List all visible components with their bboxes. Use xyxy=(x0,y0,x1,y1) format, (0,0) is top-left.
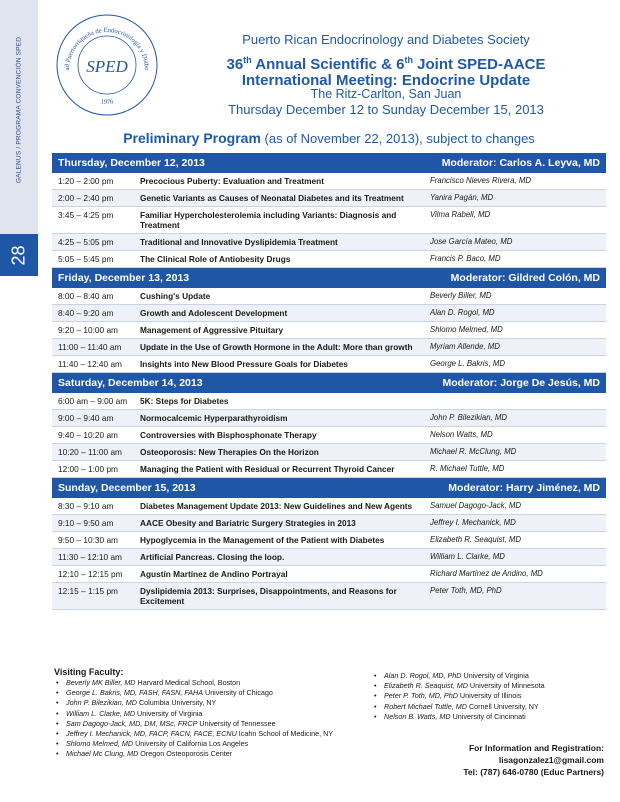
session-speaker: Myriam Allende, MD xyxy=(430,342,500,351)
session-title: AACE Obesity and Bariatric Surgery Strategies in 2013 xyxy=(140,518,356,528)
session-time: 3:45 – 4:25 pm xyxy=(58,210,114,220)
session-speaker: Shlomo Melmed, MD xyxy=(430,325,503,334)
faculty-item xyxy=(54,709,374,719)
session-time: 11:30 – 12:10 am xyxy=(58,552,122,562)
faculty-institution: University of California Los Angeles xyxy=(133,739,249,749)
faculty-institution: University of Virginia xyxy=(135,708,203,718)
event-title: 36th Annual Scientific & 6th Joint SPED-AACE International Meeting: Endocrine Update xyxy=(226,55,546,89)
session-speaker: Francisco Nieves Rivera, MD xyxy=(430,176,531,185)
session-row xyxy=(52,498,606,515)
session-row xyxy=(52,288,606,305)
session-title: Controversies with Bisphosphonate Therapy xyxy=(140,430,317,440)
session-time: 11:40 – 12:40 am xyxy=(58,359,122,369)
session-row xyxy=(52,515,606,532)
org-name: Puerto Rican Endocrinology and Diabetes Society xyxy=(242,32,530,47)
faculty-institution: University of Illinois xyxy=(457,691,522,701)
day-title: Thursday, December 12, 2013 xyxy=(58,157,205,169)
faculty-item xyxy=(372,712,612,722)
day-sessions xyxy=(52,393,606,478)
faculty-item xyxy=(54,688,374,698)
session-title: Precocious Puberty: Evaluation and Treatment xyxy=(140,176,324,186)
faculty-institution: Oregon Osteoporosis Center xyxy=(138,749,233,759)
day-header xyxy=(52,153,606,173)
session-speaker: Alan D. Rogol, MD xyxy=(430,308,495,317)
day-moderator: Moderator: Harry Jiménez, MD xyxy=(448,482,600,494)
session-speaker: R. Michael Tuttle, MD xyxy=(430,464,505,473)
session-time: 1:20 – 2:00 pm xyxy=(58,176,114,186)
sidebar-vertical-text: GALENUS / PROGRAMA CONVENCIÓN SPED xyxy=(15,36,23,184)
session-title: Insights into New Blood Pressure Goals for Diabetes xyxy=(140,359,348,369)
faculty-item xyxy=(372,702,612,712)
session-row xyxy=(52,322,606,339)
event-venue: The Ritz-Carlton, San Juan xyxy=(310,87,462,101)
session-speaker: Francis P. Baco, MD xyxy=(430,254,501,263)
session-title: 5K: Steps for Diabetes xyxy=(140,396,229,406)
faculty-name: Michael Mc Clung, MD xyxy=(66,749,139,759)
session-row xyxy=(52,251,606,268)
session-speaker: Peter Toth, MD, PhD xyxy=(430,586,502,595)
day-sessions xyxy=(52,498,606,610)
faculty-institution: Cornell University, NY xyxy=(466,701,539,711)
session-speaker: Vilma Rabell, MD xyxy=(430,210,491,219)
session-title: Familiar Hypercholesterolemia including Variants: Diagnosis and Treatment xyxy=(140,210,397,230)
day-moderator: Moderator: Carlos A. Leyva, MD xyxy=(441,157,600,169)
session-title: Management of Aggressive Pituitary xyxy=(140,325,284,335)
faculty-item xyxy=(372,691,612,701)
faculty-name: Nelson B. Watts, MD xyxy=(384,711,451,721)
day-moderator: Moderator: Jorge De Jesús, MD xyxy=(442,377,600,389)
event-dates: Thursday December 12 to Sunday December 15, 2013 xyxy=(228,102,544,117)
session-row xyxy=(52,583,606,610)
session-row xyxy=(52,356,606,373)
svg-text:1976: 1976 xyxy=(100,98,114,106)
session-row xyxy=(52,393,606,410)
svg-text:Sociedad Puertorriqueña de End: ad Puertorriqueña de Endocrinología y Diabe xyxy=(63,26,151,71)
session-speaker: Jeffrey I. Mechanick, MD xyxy=(430,518,516,527)
session-time: 9:50 – 10:30 am xyxy=(58,535,118,545)
session-speaker: William L. Clarke, MD xyxy=(430,552,505,561)
faculty-institution: Harvard Medical School, Boston xyxy=(135,678,241,687)
faculty-list-left xyxy=(54,678,374,760)
faculty-item xyxy=(372,671,612,681)
faculty-name: Robert Michael Tuttle, MD xyxy=(384,701,467,711)
session-row xyxy=(52,190,606,207)
day-moderator: Moderator: Gildred Colón, MD xyxy=(450,272,600,284)
faculty-institution: University of Cincinnati xyxy=(450,711,526,721)
faculty-item xyxy=(372,681,612,691)
session-time: 8:30 – 9:10 am xyxy=(58,501,114,511)
contact-email[interactable]: lisagonzalez1@gmail.com xyxy=(498,755,604,765)
faculty-name: Alan D. Rogol, MD, PhD xyxy=(384,671,462,680)
faculty-institution: University of Chicago xyxy=(203,688,273,698)
faculty-item xyxy=(54,729,374,739)
day-sessions xyxy=(52,288,606,373)
session-time: 9:40 – 10:20 am xyxy=(58,430,118,440)
day-sessions xyxy=(52,173,606,268)
main xyxy=(44,0,614,802)
session-row xyxy=(52,339,606,356)
session-row xyxy=(52,207,606,234)
contact-info xyxy=(374,742,604,778)
session-speaker: Michael R. McClung, MD xyxy=(430,447,517,456)
day-title: Friday, December 13, 2013 xyxy=(58,272,190,284)
faculty-list-right xyxy=(372,671,612,722)
session-time: 9:10 – 9:50 am xyxy=(58,518,114,528)
faculty-institution: University of Minnesota xyxy=(467,681,545,691)
session-time: 9:00 – 9:40 am xyxy=(58,413,114,423)
faculty-institution: Icahn School of Medicine, NY xyxy=(236,729,334,739)
session-speaker: Yanira Pagán, MD xyxy=(430,193,494,202)
session-speaker: Richard Martínez de Andino, MD xyxy=(430,569,543,578)
session-time: 12:00 – 1:00 pm xyxy=(58,464,118,474)
contact-line: For Information and Registration: xyxy=(468,743,604,753)
faculty-name: Peter P. Toth, MD, PhD xyxy=(384,691,458,701)
header xyxy=(44,0,614,125)
day-header xyxy=(52,268,606,288)
session-time: 8:00 – 8:40 am xyxy=(58,291,114,301)
session-row xyxy=(52,444,606,461)
page-number: 28 xyxy=(0,234,38,276)
session-speaker xyxy=(430,396,606,406)
session-row xyxy=(52,305,606,322)
faculty-institution: Columbia University, NY xyxy=(136,698,217,708)
session-time: 11:00 – 11:40 am xyxy=(58,342,122,352)
faculty-item xyxy=(54,739,374,749)
faculty-name: William L. Clarke, MD xyxy=(66,708,136,718)
session-title: Dyslipidemia 2013: Surprises, Disappointments, and Reasons for Excitement xyxy=(140,586,397,606)
faculty-item xyxy=(54,749,374,759)
sidebar xyxy=(0,0,38,802)
session-title: Hypoglycemia in the Management of the Patient with Diabetes xyxy=(140,535,385,545)
faculty-item xyxy=(54,678,374,688)
faculty-name: Beverly MK Biller, MD xyxy=(66,678,136,687)
session-title: Growth and Adolescent Development xyxy=(140,308,288,318)
session-speaker: John P. Bilezikian, MD xyxy=(430,413,507,422)
session-title: Artificial Pancreas. Closing the loop. xyxy=(140,552,285,562)
session-row xyxy=(52,532,606,549)
session-title: Diabetes Management Update 2013: New Guidelines and New Agents xyxy=(140,501,413,511)
session-row xyxy=(52,410,606,427)
session-title: Osteoporosis: New Therapies On the Horizon xyxy=(140,447,319,457)
day-header xyxy=(52,478,606,498)
session-time: 2:00 – 2:40 pm xyxy=(58,193,114,203)
session-speaker: Elizabeth R. Seaquist, MD xyxy=(430,535,522,544)
sidebar-strip xyxy=(0,0,38,234)
session-title: Agustín Martínez de Andino Portrayal xyxy=(140,569,288,579)
day-title: Saturday, December 14, 2013 xyxy=(58,377,203,389)
session-time: 6:00 am – 9:00 am xyxy=(58,396,128,406)
session-title: Traditional and Innovative Dyslipidemia Treatment xyxy=(140,237,338,247)
session-row xyxy=(52,549,606,566)
session-speaker: Nelson Watts, MD xyxy=(430,430,493,439)
day-title: Sunday, December 15, 2013 xyxy=(58,482,196,494)
session-time: 12:15 – 1:15 pm xyxy=(58,586,118,596)
faculty-item xyxy=(54,698,374,708)
session-speaker: Jose García Mateo, MD xyxy=(430,237,513,246)
faculty-institution: University of Tennessee xyxy=(197,718,276,728)
faculty-name: Sam Dagogo-Jack, MD, DM, MSc, FRCP xyxy=(66,718,198,728)
session-speaker: George L. Bakris, MD xyxy=(430,359,505,368)
session-time: 4:25 – 5:05 pm xyxy=(58,237,114,247)
session-time: 10:20 – 11:00 am xyxy=(58,447,122,457)
faculty-name: Shlomo Melmed, MD xyxy=(66,739,134,749)
session-title: The Clinical Role of Antiobesity Drugs xyxy=(140,254,291,264)
program-table xyxy=(52,153,606,610)
session-title: Update in the Use of Growth Hormone in the Adult: More than growth xyxy=(140,342,413,352)
session-time: 5:05 – 5:45 pm xyxy=(58,254,114,264)
session-title: Cushing's Update xyxy=(140,291,211,301)
faculty-name: Elizabeth R. Seaquist, MD xyxy=(384,681,468,691)
day-header xyxy=(52,373,606,393)
faculty-name: John P. Bilezikian, MD xyxy=(66,698,137,708)
session-title: Managing the Patient with Residual or Recurrent Thyroid Cancer xyxy=(140,464,395,474)
session-time: 8:40 – 9:20 am xyxy=(58,308,114,318)
session-row xyxy=(52,461,606,478)
faculty-title: Visiting Faculty: xyxy=(54,667,124,677)
faculty-name: George L. Bakris, MD, FASH, FASN, FAHA xyxy=(66,688,203,698)
session-row xyxy=(52,566,606,583)
faculty-item xyxy=(54,719,374,729)
session-row xyxy=(52,234,606,251)
preliminary-program-heading: Preliminary Program (as of November 22, 2013), subject to changes xyxy=(123,130,535,146)
session-time: 12:10 – 12:15 pm xyxy=(58,569,123,579)
contact-phone: Tel: (787) 646-0780 (Educ Partners) xyxy=(463,767,604,777)
session-title: Genetic Variants as Causes of Neonatal Diabetes and its Treatment xyxy=(140,193,404,203)
session-row xyxy=(52,173,606,190)
session-speaker: Samuel Dagogo-Jack, MD xyxy=(430,501,522,510)
session-title: Normocalcemic Hyperparathyroidism xyxy=(140,413,288,423)
sped-seal-logo xyxy=(54,12,160,118)
session-time: 9:20 – 10:00 am xyxy=(58,325,118,335)
session-row xyxy=(52,427,606,444)
faculty-institution: University of Virginia xyxy=(461,671,529,680)
faculty-name: Jeffrey I. Mechanick, MD, FACP, FACN, FACE, ECNU xyxy=(66,729,237,739)
svg-text:SPED: SPED xyxy=(86,57,128,76)
session-speaker: Beverly Biller, MD xyxy=(430,291,492,300)
